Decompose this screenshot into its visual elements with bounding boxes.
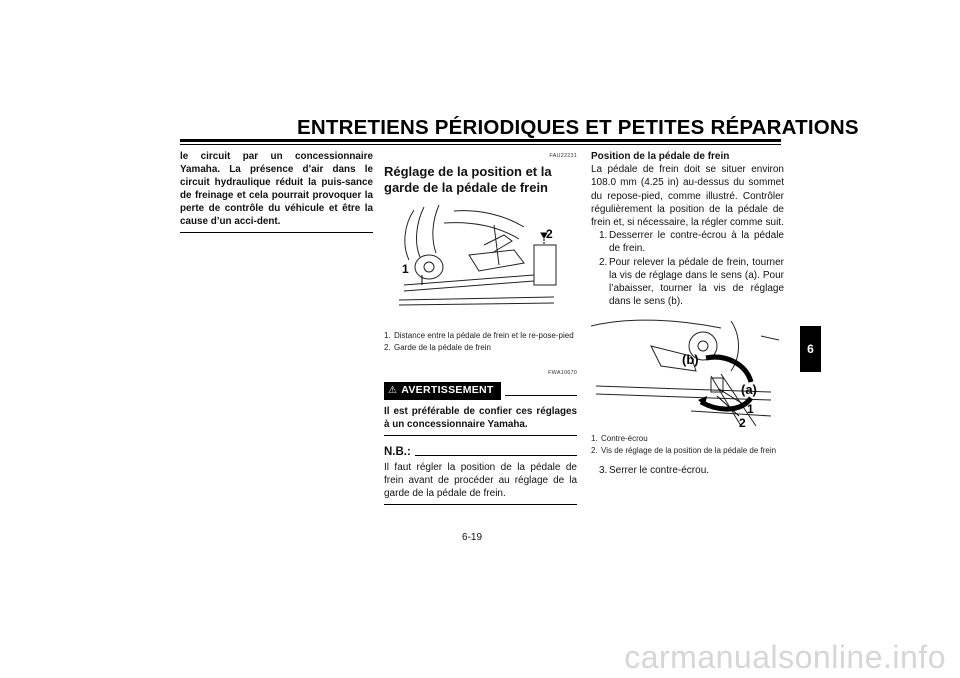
step-text: Pour relever la pédale de frein, tourner la vis de réglage dans le sens (a). Pour l’abaisser, tourner la vis de réglage dans le sens (b). <box>609 256 784 308</box>
figure-captions <box>591 434 784 456</box>
nb-header <box>384 446 577 459</box>
caption-number: 2. <box>591 446 598 456</box>
figure-label-1: 1 <box>402 262 409 277</box>
caption-item <box>384 331 577 341</box>
step-number: 2. <box>599 256 608 268</box>
caption-item <box>384 343 577 353</box>
column-2 <box>384 150 577 505</box>
warning-rule <box>505 395 577 396</box>
step-text: Serrer le contre-écrou. <box>609 465 710 477</box>
step-item <box>591 464 784 477</box>
warning-code: FWA10670 <box>548 370 577 377</box>
warning-end-rule <box>384 435 577 436</box>
figure-label-2: 2 <box>546 227 553 242</box>
warning-label: AVERTISSEMENT <box>401 384 494 397</box>
caption-number: 2. <box>384 343 391 353</box>
caption-text: Vis de réglage de la position de la pédale de frein <box>601 446 777 456</box>
step-item <box>591 256 784 309</box>
caption-item <box>591 446 784 456</box>
section-heading: Réglage de la position et la garde de la pédale de frein <box>384 164 552 195</box>
nb-text: Il faut régler la position de la pédale de frein avant de procéder au réglage de la garde de la pédale de frein. <box>384 461 577 500</box>
caption-number: 1. <box>384 331 391 341</box>
warning-badge <box>384 382 501 399</box>
figure-captions <box>384 331 577 353</box>
warning-end-rule <box>180 232 373 233</box>
header-rule-thin <box>180 144 781 145</box>
warning-body: Il est préférable de confier ces réglages à un concessionnaire Yamaha. <box>384 405 577 430</box>
caption-number: 1. <box>591 434 598 444</box>
header-rule <box>180 139 781 142</box>
figure-label-2: 2 <box>739 416 746 431</box>
column-3 <box>591 150 784 478</box>
step-number: 1. <box>599 230 608 242</box>
step-text: Desserrer le contre-écrou à la pédale de frein. <box>609 230 784 255</box>
caption-item <box>591 434 784 444</box>
nb-end-rule <box>384 504 577 505</box>
step-number: 3. <box>599 465 608 477</box>
page-number: 6-19 <box>462 532 483 543</box>
caption-text: Contre-écrou <box>601 434 648 444</box>
subsection-heading: Position de la pédale de frein <box>591 151 730 162</box>
caption-text: Garde de la pédale de frein <box>394 343 491 353</box>
watermark: carmanualsonline.info <box>624 639 946 675</box>
section-code: FAU22231 <box>549 153 577 159</box>
brake-pedal-figure <box>384 205 564 317</box>
nb-label: N.B.: <box>384 445 411 458</box>
step-item <box>591 229 784 255</box>
nb-rule <box>415 455 577 456</box>
page-title: ENTRETIENS PÉRIODIQUES ET PETITES RÉPARATIONS <box>297 116 859 139</box>
figure-label-1: 1 <box>747 402 754 417</box>
warning-box-header <box>384 382 577 399</box>
adjuster-figure <box>591 316 779 430</box>
figure-label-b: (b) <box>682 352 699 368</box>
warning-continuation: le circuit par un concessionnaire Yamaha. La présence d’air dans le circuit hydraulique réduit la puis-sance de freinage et cela pourrait provoquer la perte de contrôle du véhicule et être la cause d’un acci-dent. <box>180 151 373 227</box>
intro-paragraph: La pédale de frein doit se situer environ 108.0 mm (4.25 in) au-dessus du sommet du repose-pied, comme illustré. Contrôler régulièrement la position de la pédale de frein et, si nécessaire, la régler comme suit. <box>591 164 784 229</box>
chapter-tab: 6 <box>800 326 821 372</box>
figure-label-a: (a) <box>741 382 757 398</box>
warning-icon: ⚠ <box>388 385 398 397</box>
column-1 <box>180 150 373 233</box>
caption-text: Distance entre la pédale de frein et le re-pose-pied <box>394 331 574 341</box>
